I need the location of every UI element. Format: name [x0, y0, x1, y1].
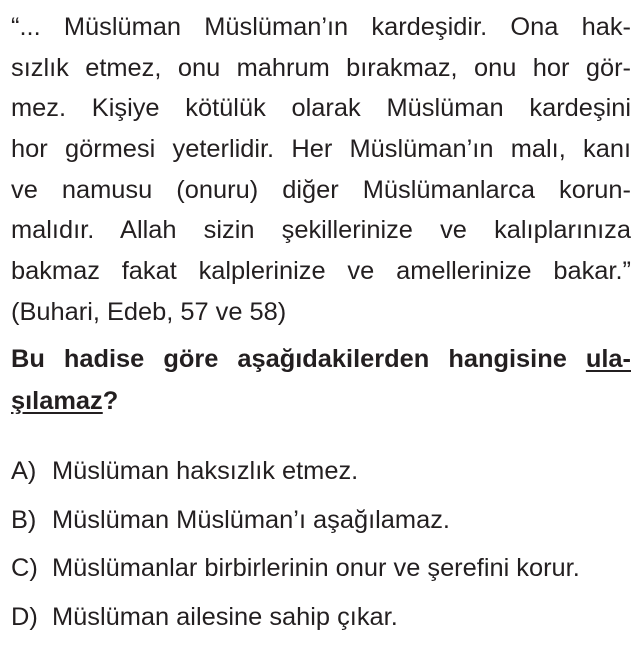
question-emphasis-part-2: şılamaz: [11, 387, 103, 415]
answer-options: [11, 447, 631, 641]
option-c[interactable]: [11, 544, 631, 593]
quote-line: malıdır. Allah sizin şekillerinize ve kalıplarınıza: [11, 216, 631, 245]
question-text: Bu hadise göre aşağıdakilerden hangisine: [11, 345, 586, 373]
question-line-2: [11, 380, 631, 422]
quote-line: bakmaz fakat kalplerinize ve amellerinize bakar.”: [11, 257, 631, 286]
option-b[interactable]: [11, 496, 631, 545]
option-letter: A): [11, 457, 37, 485]
question-stem: [11, 338, 631, 422]
quote-line: “... Müslüman Müslüman’ın kardeşidir. Ona hak-: [11, 13, 631, 41]
option-d[interactable]: [11, 593, 631, 642]
question-emphasis-part-1: ula-: [585, 345, 631, 373]
option-letter: B): [11, 505, 37, 534]
option-text: Müslüman haksızlık etmez.: [52, 457, 359, 485]
option-letter: D): [11, 602, 38, 631]
option-text: Müslüman ailesine sahip çıkar.: [52, 602, 398, 631]
option-text: Müslümanlar birbirlerinin onur ve şerefini korur.: [52, 554, 580, 582]
quote-source: (Buhari, Edeb, 57 ve 58): [11, 297, 287, 326]
question-mark: ?: [102, 387, 119, 415]
quote-line: mez. Kişiye kötülük olarak Müslüman kardeşini: [11, 94, 631, 123]
hadith-quote: [11, 7, 631, 333]
quote-line: sızlık etmez, onu mahrum bırakmaz, onu hor gör-: [11, 53, 631, 82]
quote-line: hor görmesi yeterlidir. Her Müslüman’ın malı, kanı: [11, 135, 631, 164]
quote-line: ve namusu (onuru) diğer Müslümanlarca korun-: [11, 175, 631, 204]
option-letter: C): [11, 554, 38, 582]
question-line-1: [11, 338, 631, 380]
option-text: Müslüman Müslüman’ı aşağılamaz.: [52, 505, 450, 534]
option-a[interactable]: [11, 447, 631, 496]
